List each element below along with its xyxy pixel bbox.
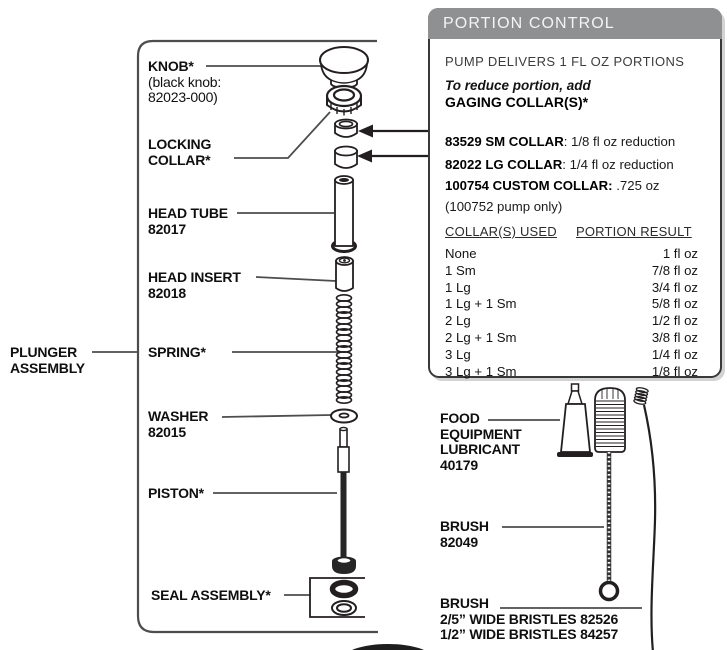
brush-set-title: BRUSH (440, 595, 489, 611)
row-result: 3/8 fl oz (651, 329, 698, 345)
collar-option-sm (445, 134, 675, 149)
spring-title: SPRING* (148, 344, 206, 360)
lubricant-line2: EQUIPMENT (440, 425, 522, 442)
lg-collar-arrow (357, 150, 430, 163)
seal-assembly-label (151, 588, 271, 604)
collar-lg-detail: : 1/4 fl oz reduction (562, 157, 674, 172)
small-brush-drawing (633, 387, 655, 650)
lubricant-label (440, 411, 521, 473)
brush-set-label (440, 596, 618, 643)
head-insert-number: 82018 (148, 284, 186, 301)
locking-collar-label (148, 137, 211, 168)
panel-subtitle: PUMP DELIVERS 1 FL OZ PORTIONS (445, 54, 685, 69)
row-collars: None (445, 246, 477, 261)
table-row (445, 313, 698, 330)
row-result: 1/2 fl oz (651, 313, 698, 329)
custom-collar-note: (100752 pump only) (445, 199, 563, 214)
table-row (445, 246, 698, 263)
knob-note-line2: 82023-000) (148, 89, 218, 105)
portion-table (445, 246, 698, 380)
head-tube-name: HEAD TUBE (148, 205, 228, 221)
collar-sm-detail: : 1/8 fl oz reduction (563, 134, 676, 149)
washer-name: WASHER (148, 408, 209, 424)
row-collars: 1 Lg + 1 Sm (445, 296, 517, 312)
washer-label (148, 409, 208, 440)
table-row (445, 364, 698, 381)
portion-control-header (428, 8, 722, 39)
table-row (445, 296, 698, 313)
table-row (445, 280, 698, 297)
brush-large-number: 82049 (440, 533, 478, 550)
plunger-assembly-label (10, 345, 85, 376)
row-result: 1/4 fl oz (651, 346, 698, 362)
collar-custom-detail: .725 oz (612, 178, 660, 193)
col1-header: COLLAR(S) USED (445, 224, 557, 239)
row-result: 3/4 fl oz (651, 279, 698, 295)
sm-collar-arrow (358, 125, 430, 138)
row-collars: 3 Lg + 1 Sm (445, 363, 517, 379)
locking-collar-drawing (327, 86, 361, 116)
locking-collar-line1: LOCKING (148, 136, 212, 152)
head-tube-number: 82017 (148, 220, 186, 237)
head-insert-name: HEAD INSERT (148, 269, 241, 285)
large-brush-drawing (595, 388, 625, 600)
collar-custom-number: 100754 CUSTOM COLLAR: (445, 178, 613, 193)
row-collars: 1 Lg (445, 279, 471, 295)
knob-label (148, 59, 221, 106)
brush-large-name: BRUSH (440, 518, 489, 534)
pump-body-partial (342, 644, 434, 650)
portion-control-panel (428, 8, 722, 378)
reduce-portion-intro: To reduce portion, add (445, 78, 591, 93)
brush-large-label (440, 519, 489, 550)
row-collars: 1 Sm (445, 262, 476, 278)
large-collar-drawing (335, 147, 357, 169)
seal-assembly-drawing (310, 578, 365, 617)
seal-assembly-title: SEAL ASSEMBLY* (151, 587, 271, 603)
piston-label (148, 486, 204, 502)
table-row (445, 330, 698, 347)
knob-note-line1: (black knob: (148, 73, 222, 90)
col2-header: PORTION RESULT (576, 224, 692, 239)
head-insert-label (148, 270, 241, 301)
small-collar-drawing (335, 120, 357, 138)
head-tube-label (148, 206, 228, 237)
panel-title: PORTION CONTROL (443, 14, 615, 32)
collar-option-lg (445, 157, 674, 172)
spring-drawing (337, 295, 352, 403)
row-result: 1/8 fl oz (651, 363, 698, 379)
knob-drawing (320, 47, 368, 88)
washer-number: 82015 (148, 423, 186, 440)
lubricant-tube-drawing (557, 384, 593, 457)
washer-drawing (331, 410, 357, 423)
knob-title: KNOB* (148, 58, 194, 74)
collar-option-custom (445, 178, 660, 193)
row-collars: 3 Lg (445, 346, 471, 362)
piston-drawing (332, 427, 356, 574)
head-tube-drawing (333, 176, 356, 252)
row-result: 5/8 fl oz (651, 296, 698, 312)
table-row (445, 263, 698, 280)
row-result: 7/8 fl oz (651, 262, 698, 278)
plunger-assembly-line1: PLUNGER (10, 344, 78, 360)
collar-lg-number: 82022 LG COLLAR (445, 157, 563, 172)
row-collars: 2 Lg (445, 313, 471, 329)
head-insert-drawing (336, 257, 353, 291)
row-result: 1 fl oz (662, 246, 698, 261)
lubricant-number: 40179 (440, 456, 478, 473)
lubricant-line3: LUBRICANT (440, 441, 520, 457)
brush-set-option1: 2/5” WIDE BRISTLES 82526 (440, 610, 619, 627)
brush-set-option2: 1/2” WIDE BRISTLES 84257 (440, 626, 619, 642)
collar-sm-number: 83529 SM COLLAR (445, 134, 564, 149)
portion-table-header (445, 224, 692, 239)
gaging-collar-heading: GAGING COLLAR(S)* (445, 94, 589, 110)
piston-title: PISTON* (148, 485, 204, 501)
lubricant-line1: FOOD (440, 410, 480, 426)
spring-label (148, 345, 206, 361)
plunger-assembly-line2: ASSEMBLY (10, 359, 85, 376)
row-collars: 2 Lg + 1 Sm (445, 329, 517, 345)
table-row (445, 347, 698, 364)
locking-collar-line2: COLLAR* (148, 151, 211, 168)
